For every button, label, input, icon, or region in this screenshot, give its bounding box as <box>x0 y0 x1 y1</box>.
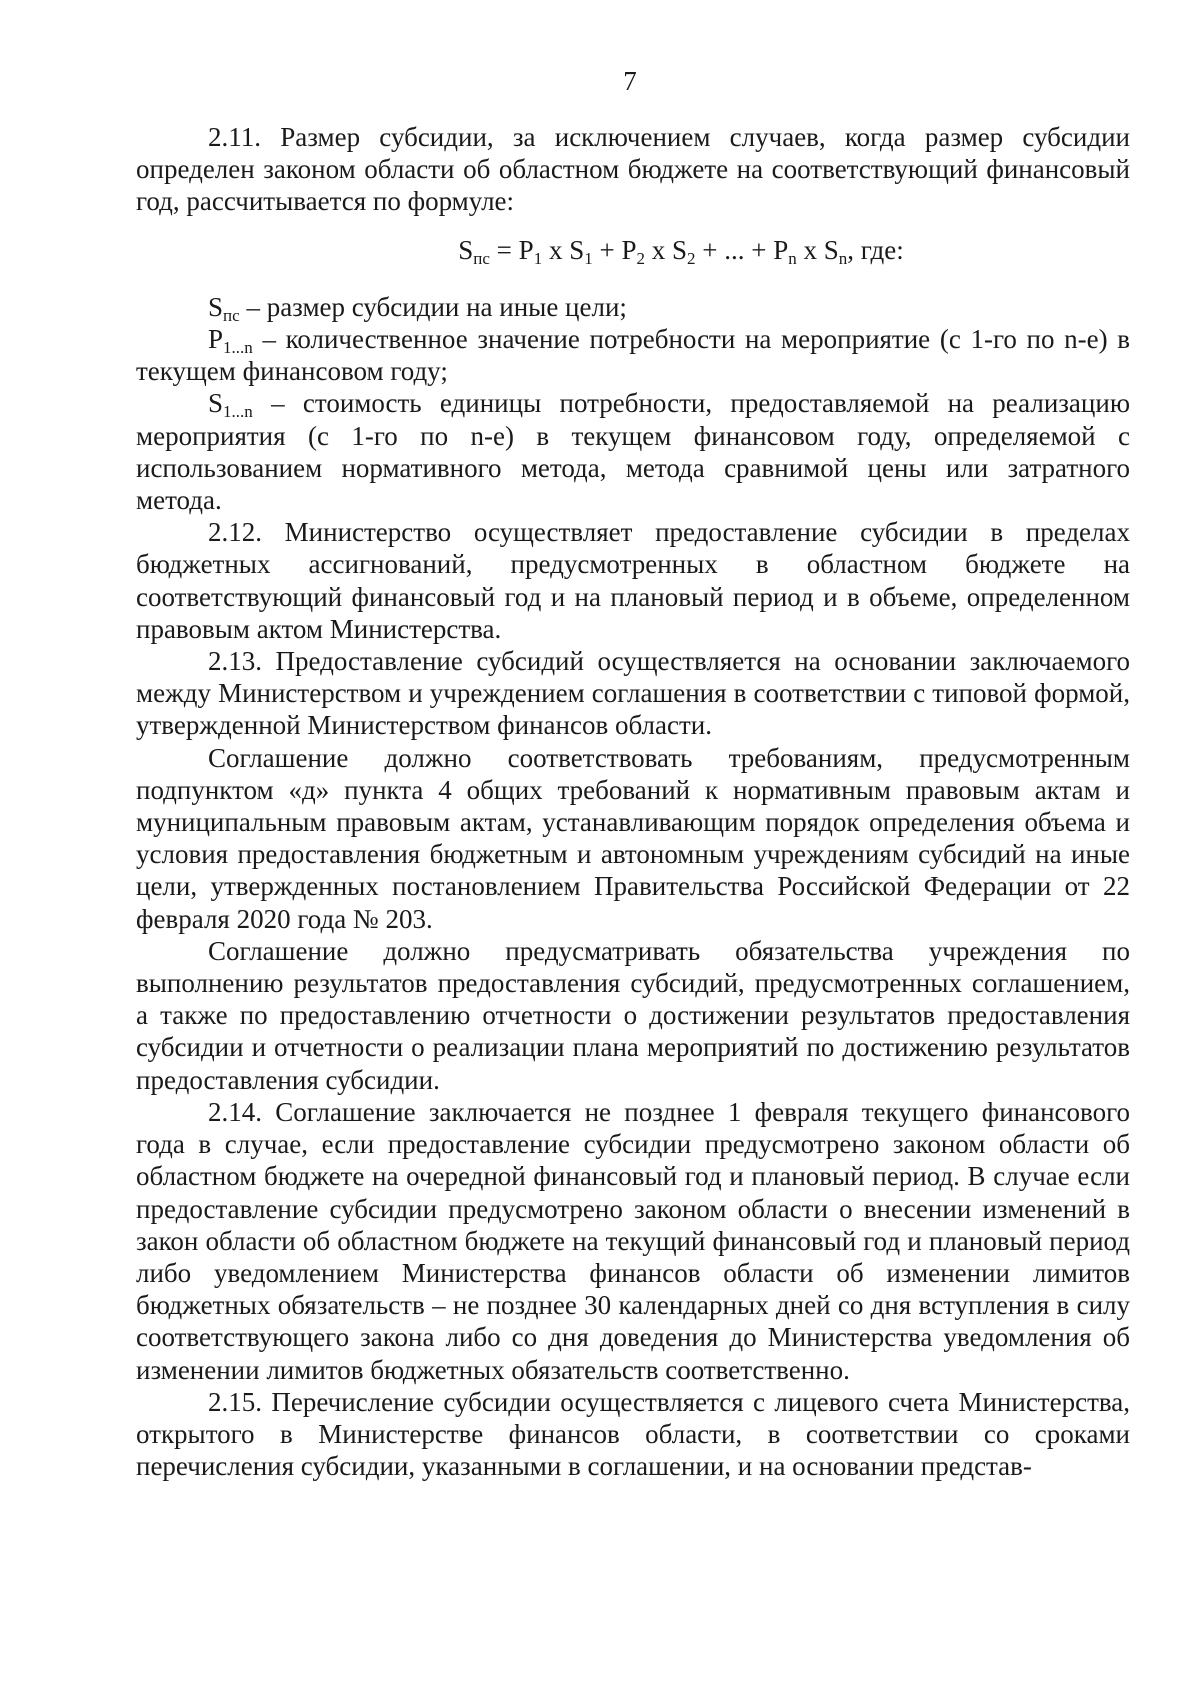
paragraph-2-13: 2.13. Предоставление субсидий осуществляется на основании заключаемого между Министерством и учреждением соглашения в соответствии с типовой формой, утвержденной Министерством финансов области. <box>136 646 1130 741</box>
formula-p2-sub: 2 <box>636 248 645 268</box>
def-s-sub: пс <box>223 305 240 325</box>
formula-times-1: x <box>542 234 570 265</box>
formula-p1-sub: 1 <box>533 248 543 268</box>
formula-times-2: x <box>644 234 672 265</box>
formula-plus-1: + <box>592 234 622 265</box>
formula-p2: P <box>621 234 637 265</box>
formula-s-letter: S <box>458 234 474 265</box>
formula <box>136 234 1130 266</box>
paragraph-agreement-obligations: Соглашение должно предусматривать обязательства учреждения по выполнению результатов предоставления субсидий, предусмотренных соглашением, а также по предоставлению отчетности о достижении результатов предоставления субсидии и отчетности о реализации плана мероприятий по достижению результатов предоставления субсидии. <box>136 935 1130 1095</box>
formula-pn: P <box>773 234 789 265</box>
formula-s2: S <box>671 234 688 265</box>
formula-p1: P <box>518 234 534 265</box>
formula-eq: = <box>489 234 519 265</box>
formula-s1-sub: 1 <box>584 248 593 268</box>
formula-s2-sub: 2 <box>687 248 696 268</box>
formula-ellipsis: ... <box>724 234 745 265</box>
formula-s-sub: пс <box>473 248 490 268</box>
formula-sn-sub: n <box>838 248 848 268</box>
def-p-text: – количественное значение потребности на мероприятие (с 1-го по n-е) в текущем финансовом году; <box>136 324 1130 387</box>
def-s-text: – размер субсидии на иные цели; <box>239 291 627 322</box>
paragraph-2-11: 2.11. Размер субсидии, за исключением случаев, когда размер субсидии определен законом области об областном бюджете на соответствующий финансовый год, рассчитывается по формуле: <box>136 122 1130 217</box>
definition-s-1n <box>136 387 1130 516</box>
formula-pn-sub: n <box>788 248 797 268</box>
def-s1n-letter: S <box>208 388 224 419</box>
def-s-letter: S <box>208 291 224 322</box>
def-p-letter: P <box>208 324 224 355</box>
formula-plus-3: + <box>744 234 774 265</box>
def-s1n-sub: 1...n <box>223 402 253 422</box>
paragraph-2-15: 2.15. Перечисление субсидии осуществляется с лицевого счета Министерства, открытого в Министерстве финансов области, в соответствии со сроками перечисления субсидии, указанными в соглашении, и на основании представ- <box>136 1386 1130 1482</box>
formula-tail: , где: <box>847 234 904 265</box>
definition-s-pc <box>136 291 1130 323</box>
formula-sn: S <box>823 234 839 265</box>
paragraph-2-14: 2.14. Соглашение заключается не позднее 1 февраля текущего финансового года в случае, если предоставление субсидии предусмотрено законом области об областном бюджете на очередной финансовый год и плановый период. В случае если предоставление субсидии предусмотрено законом области о внесении изменений в закон области об областном бюджете на текущий финансовый год и плановый период либо уведомлением Министерства финансов области об изменении лимитов бюджетных обязательств – не позднее 30 календарных дней со дня вступления в силу соответствующего закона либо со дня доведения до Министерства уведомления об изменении лимитов бюджетных обязательств соответственно. <box>136 1096 1130 1385</box>
paragraph-2-12: 2.12. Министерство осуществляет предоставление субсидии в пределах бюджетных ассигнований, предусмотренных в областном бюджете на соответствующий финансовый год и на плановый период и в объеме, определенном правовым актом Министерства. <box>136 517 1130 644</box>
document-body <box>136 121 1130 1482</box>
page-number: 7 <box>623 66 637 96</box>
formula-times-3: x <box>796 234 824 265</box>
def-s1n-text: – стоимость единицы потребности, предоставляемой на реализацию мероприятия (с 1-го по n-е) в текущем финансовом году, определяемой с использованием нормативного метода, метода сравнимой цены или затратного метода. <box>136 388 1130 516</box>
formula-plus-2: + <box>695 234 725 265</box>
formula-s1: S <box>569 234 585 265</box>
def-p-sub: 1...n <box>223 338 253 358</box>
definition-p-1n <box>136 323 1130 387</box>
paragraph-agreement-requirements: Соглашение должно соответствовать требованиям, предусмотренным подпунктом «д» пункта 4 общих требований к нормативным правовым актам и муниципальным правовым актам, устанавливающим порядок определения объема и условия предоставления бюджетным и автономным учреждениям субсидий на иные цели, утвержденных постановлением Правительства Российской Федерации от 22 февраля 2020 года № 203. <box>136 742 1130 934</box>
